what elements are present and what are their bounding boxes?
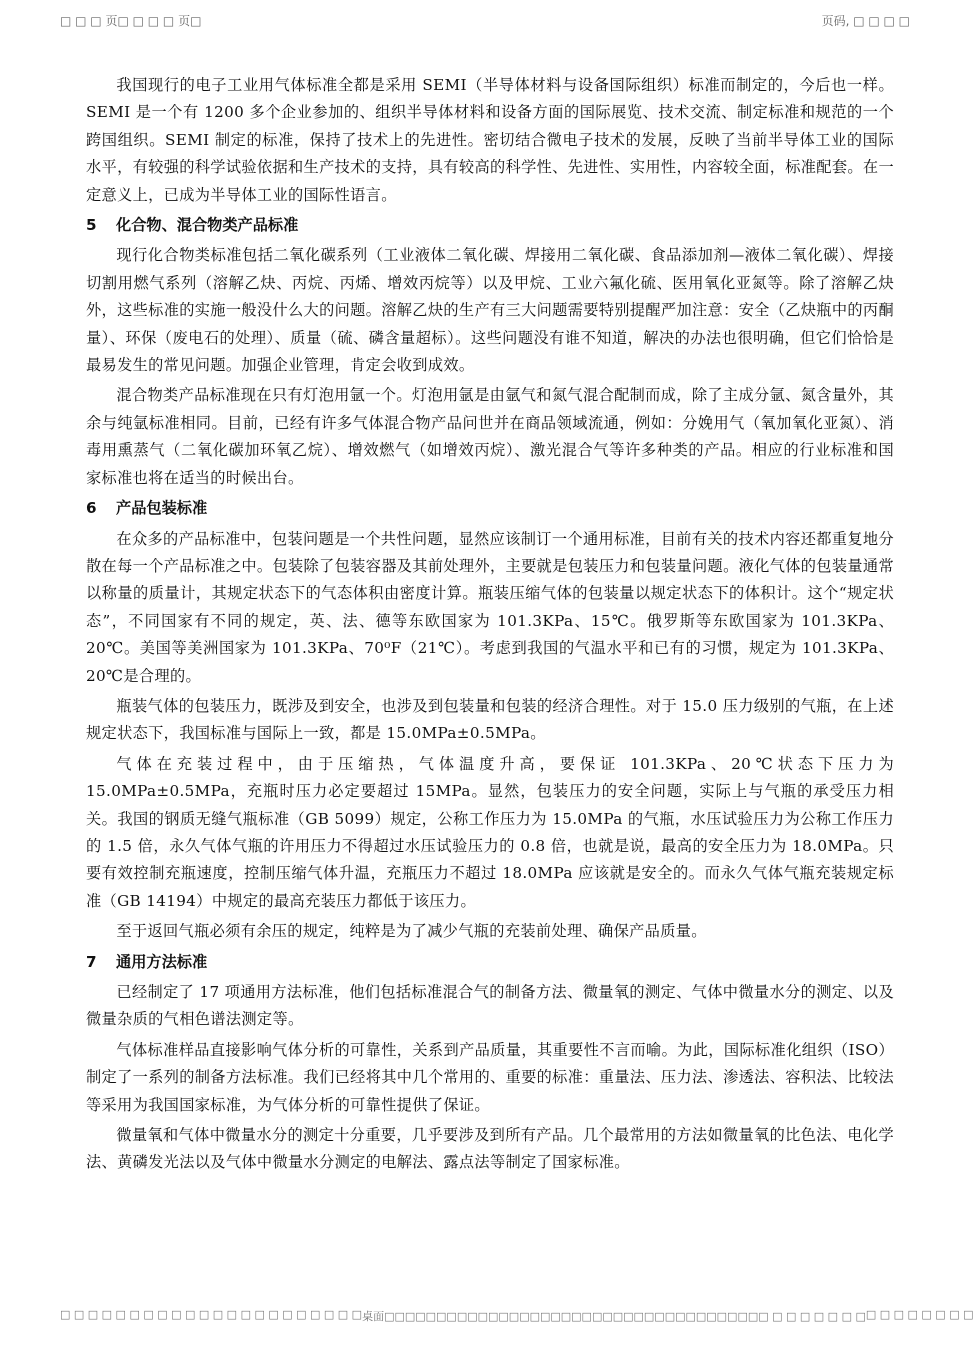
footer-middle-text: 桌面□□□□□□□□□□□□□□□□□□□□□□□□□□□□□□□□□□□□□ □ □ □ □ □ □ □ [362, 1310, 866, 1323]
section-5-paragraph-1: 现行化合物类标准包括二氧化碳系列（工业液体二氧化碳、焊接用二氧化碳、食品添加剂—液体二氧化碳）、焊接切割用燃气系列（溶解乙炔、丙烷、丙烯、增效丙烷等）以及甲烷、工业六氟化硫、医用氧化亚氮等。除了溶解乙炔外，这些标准的实施一般没什么大的问题。溶解乙炔的生产有三大问题需要特别提醒严加注意：安全（乙炔瓶中的丙酮量）、环保（废电石的处理）、质量（硫、磷含量超标）。这些问题没有谁不知道，解决的办法也很明确，但它们恰恰是最易发生的常见问题。加强企业管理，肯定会收到成效。 [86, 246, 894, 375]
intro-paragraph: 我国现行的电子工业用气体标准全都是采用 SEMI（半导体材料与设备国际组织）标准而制定的，今后也一样。SEMI 是一个有 1200 多个企业参加的、组织半导体材料和设备方面的国际展览、技术交流、制定标准和规范的一个跨国组织。SEMI 制定的标准，保持了技术上的先进性。密切结合微电子技术的发展，反映了当前半导体工业的国际水平，有较强的科学试验依据和生产技术的支持，具有较高的科学性、先进性、实用性，内容较全面，标准配套。在一定意义上，已成为半导体工业的国际性语言。 [86, 76, 894, 204]
page-header [60, 12, 910, 29]
section-6-number: 6 [86, 499, 97, 518]
section-6-title: 产品包装标准 [116, 499, 208, 518]
section-7-number: 7 [86, 952, 97, 971]
section-7-paragraph-3: 微量氧和气体中微量水分的测定十分重要，几乎要涉及到所有产品。几个最常用的方法如微量氧的比色法、电化学法、黄磷发光法以及气体中微量水分测定的电解法、露点法等制定了国家标准。 [86, 1126, 894, 1172]
section-5-heading [86, 212, 894, 239]
footer-right-text: □ □ □ □ □ □ □ □ [865, 1308, 973, 1321]
section-7-paragraph-2: 气体标准样品直接影响气体分析的可靠性，关系到产品质量，其重要性不言而喻。为此，国际标准化组织（ISO）制定了一系列的制备方法标准。我们已经将其中几个常用的、重要的标准：重量法、压力法、渗透法、容积法、比较法等采用为我国国家标准，为气体分析的可靠性提供了保证。 [86, 1040, 894, 1114]
page-footer [60, 1308, 973, 1324]
footer-left-text: □ □ □ □ □ □ □ □ □ □ □ □ □ □ □ □ □ □ □ □ □ □ [60, 1308, 363, 1321]
section-7-title: 通用方法标准 [116, 952, 208, 971]
section-6-heading [86, 495, 894, 522]
section-5-paragraph-2: 混合物类产品标准现在只有灯泡用氩一个。灯泡用氩是由氩气和氮气混合配制而成，除了主成分氩、氮含量外，其余与纯氩标准相同。目前，已经有许多气体混合物产品问世并在商品领域流通，例如：分娩用气（氧加氧化亚氮）、消毒用熏蒸气（二氧化碳加环氧乙烷）、增效燃气（如增效丙烷）、激光混合气等许多种类的产品。相应的行业标准和国家标准也将在适当的时候出台。 [86, 386, 894, 487]
section-6-paragraph-2: 瓶装气体的包装压力，既涉及到安全，也涉及到包装量和包装的经济合理性。对于 15.0 压力级别的气瓶，在上述规定状态下，我国标准与国际上一致，都是 15.0MPa±0.5MPa。 [86, 696, 894, 743]
section-7-heading [86, 949, 894, 976]
section-5-title: 化合物、混合物类产品标准 [116, 216, 299, 235]
section-6-paragraph-3: 气体在充装过程中，由于压缩热，气体温度升高，要保证 101.3KPa、20℃状态下压力为 15.0MPa±0.5MPa，充瓶时压力必定要超过 15MPa。显然，包装压力的安全问题，实际上与气瓶的承受压力相关。我国的钢质无缝气瓶标准（GB 5099）规定，公称工作压力为 15.0MPa 的气瓶，水压试验压力为公称工作压力的 1.5 倍，永久气体气瓶的许用压力不得超过水压试验压力的 0.8 倍，也就是说，最高的安全压力为 18.0MPa。只要有效控制充瓶速度，控制压缩气体升温，充瓶压力不超过 18.0MPa 应该就是安全的。而永久气体气瓶充装规定标准（GB 14194）中规定的最高充装压力都低于该压力。 [86, 754, 894, 910]
document-body [86, 72, 894, 1180]
section-6-paragraph-1: 在众多的产品标准中，包装问题是一个共性问题，显然应该制订一个通用标准，目前有关的技术内容还都重复地分散在每一个产品标准之中。包装除了包装容器及其前处理外，主要就是包装压力和包装量问题。液化气体的包装量通常以称量的质量计，其规定状态下的气态体积由密度计算。瓶装压缩气体的包装量以规定状态下的体积计。这个“规定状态”，不同国家有不同的规定，英、法、德等东欧国家为 101.3KPa、15℃。俄罗斯等东欧国家为 101.3KPa、20℃。美国等美洲国家为 101.3KPa、70⁰F（21℃）。考虑到我国的气温水平和已有的习惯，规定为 101.3KPa、20℃是合理的。 [86, 529, 894, 685]
section-6-paragraph-4: 至于返回气瓶必须有余压的规定，纯粹是为了减少气瓶的充装前处理、确保产品质量。 [116, 922, 707, 941]
section-5-number: 5 [86, 216, 97, 235]
section-7-paragraph-1: 已经制定了 17 项通用方法标准，他们包括标准混合气的制备方法、微量氧的测定、气体中微量水分的测定、以及微量杂质的气相色谱法测定等。 [86, 983, 894, 1029]
header-left-text: □ □ □ 页□ □ □ □ 页□ [60, 14, 202, 28]
header-right-text: 页码, □ □ □ □ [821, 14, 910, 28]
